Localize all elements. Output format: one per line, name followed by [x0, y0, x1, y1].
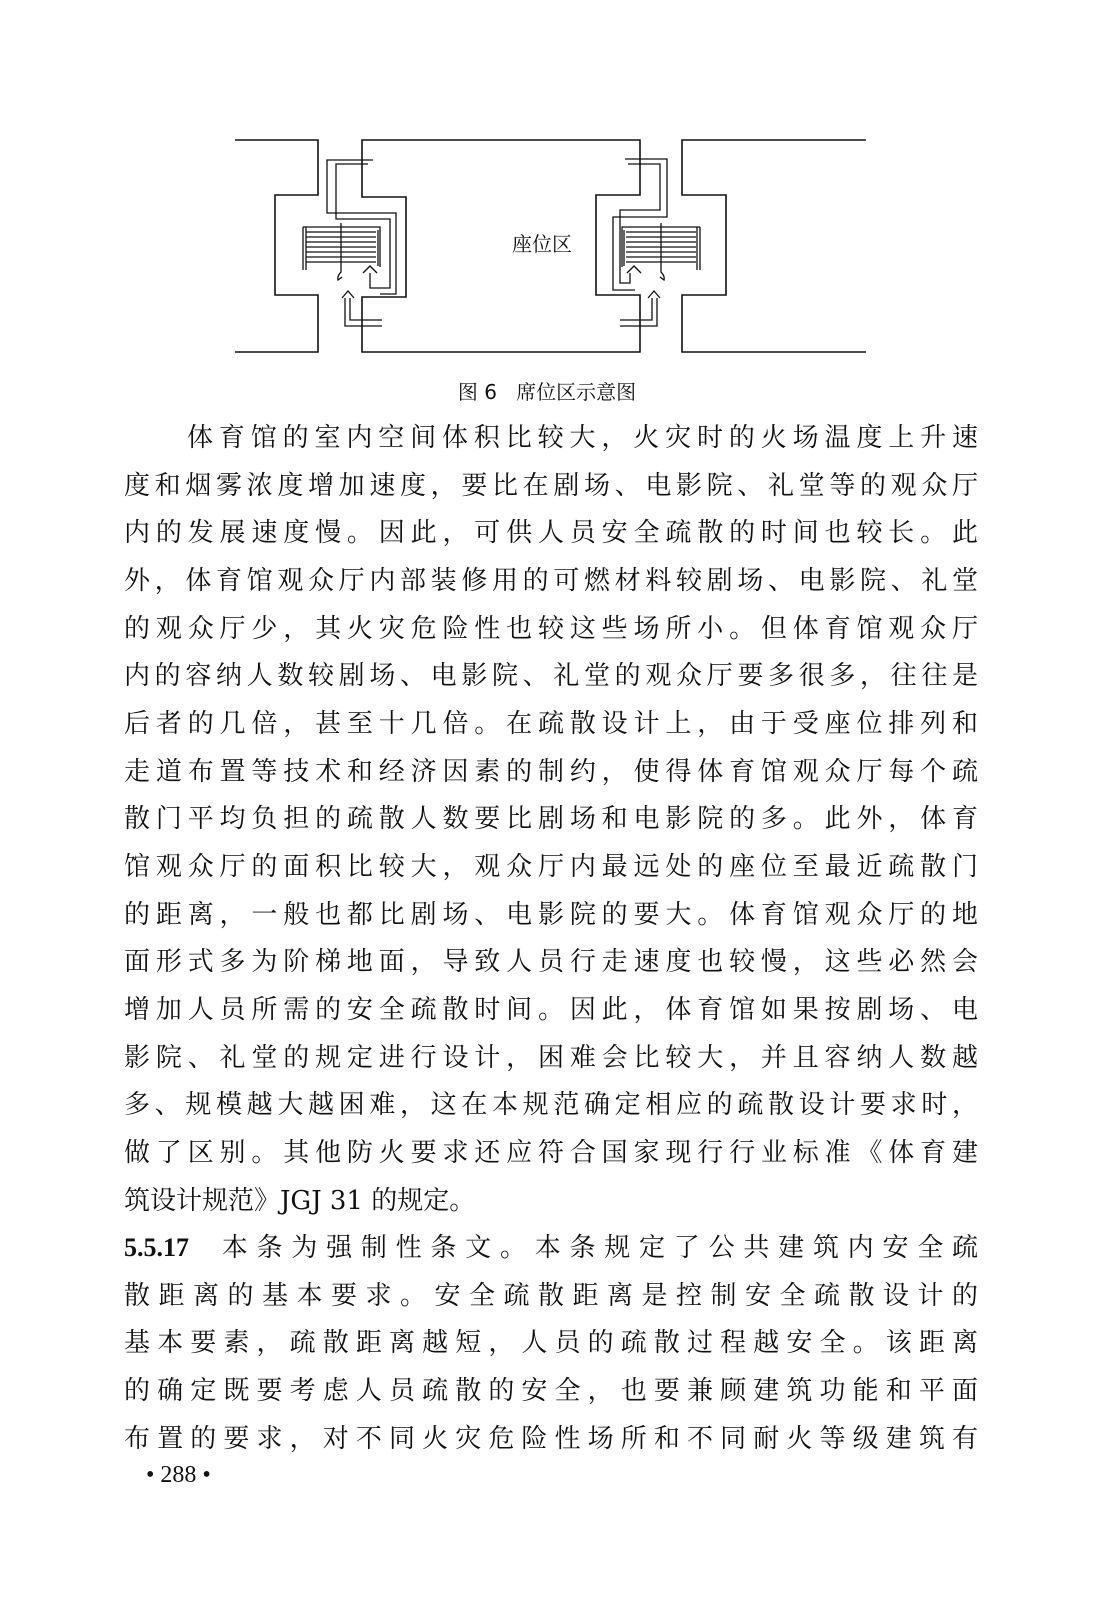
text-line: 内的发展速度慢。因此，可供人员安全疏散的时间也较长。此	[124, 518, 978, 548]
text-line: 基本要素，疏散距离越短，人员的疏散过程越安全。该距离	[124, 1328, 978, 1358]
clause-text: 本条为强制性条文。本条规定了公共建筑内安全疏	[213, 1233, 978, 1263]
text-line: 体育馆的室内空间体积比较大，火灾时的火场温度上升速	[187, 423, 978, 453]
text-line: 筑设计规范》JGJ 31 的规定。	[124, 1186, 476, 1216]
text-line: 内的容纳人数较剧场、电影院、礼堂的观众厅要多很多，往往是	[124, 661, 978, 691]
text-line: 走道布置等技术和经济因素的制约，使得体育馆观众厅每个疏	[124, 757, 978, 787]
text-line: 散距离的基本要求。安全疏散距离是控制安全疏散设计的	[124, 1281, 978, 1311]
text-line: 影院、礼堂的规定进行设计，困难会比较大，并且容纳人数越	[124, 1043, 978, 1073]
text-line: 增加人员所需的安全疏散时间。因此，体育馆如果按剧场、电	[124, 995, 978, 1025]
right-arrow-upper	[627, 266, 641, 273]
text-line: 散门平均负担的疏散人数要比剧场和电影院的多。此外，体育	[124, 804, 978, 834]
text-line: 布置的要求，对不同火灾危险性场所和不同耐火等级建筑有	[124, 1424, 978, 1454]
page-number: • 288 •	[146, 1462, 211, 1488]
left-arrow-upper	[363, 266, 377, 273]
seat-area-label: 座位区	[512, 232, 572, 256]
right-outer-wall	[682, 140, 866, 352]
left-evac-route-upper	[336, 164, 390, 288]
text-line: 多、规模越大越困难，这在本规范确定相应的疏散设计要求时，	[124, 1090, 978, 1120]
clause-number: 5.5.17	[124, 1233, 189, 1262]
text-line: 的确定既要考虑人员疏散的安全，也要兼顾建筑功能和平面	[124, 1376, 978, 1406]
figure-caption: 图 6 席位区示意图	[457, 380, 637, 404]
clause-first-line	[124, 1228, 978, 1268]
text-line: 做了区别。其他防火要求还应符合国家现行行业标准《体育建	[124, 1138, 978, 1168]
text-line: 的观众厅少，其火灾危险性也较这些场所小。但体育馆观众厅	[124, 614, 978, 644]
text-line: 度和烟雾浓度增加速度，要比在剧场、电影院、礼堂等的观众厅	[124, 471, 978, 501]
text-line: 面形式多为阶梯地面，导致人员行走速度也较慢，这些必然会	[124, 947, 978, 977]
text-line: 外，体育馆观众厅内部装修用的可燃材料较剧场、电影院、礼堂	[124, 566, 978, 596]
text-line: 的距离，一般也都比剧场、电影院的要大。体育馆观众厅的地	[124, 900, 978, 930]
text-line: 馆观众厅的面积比较大，观众厅内最远处的座位至最近疏散门	[124, 852, 978, 882]
central-area-wall	[362, 140, 640, 352]
text-line: 后者的几倍，甚至十几倍。在疏散设计上，由于受座位排列和	[124, 709, 978, 739]
